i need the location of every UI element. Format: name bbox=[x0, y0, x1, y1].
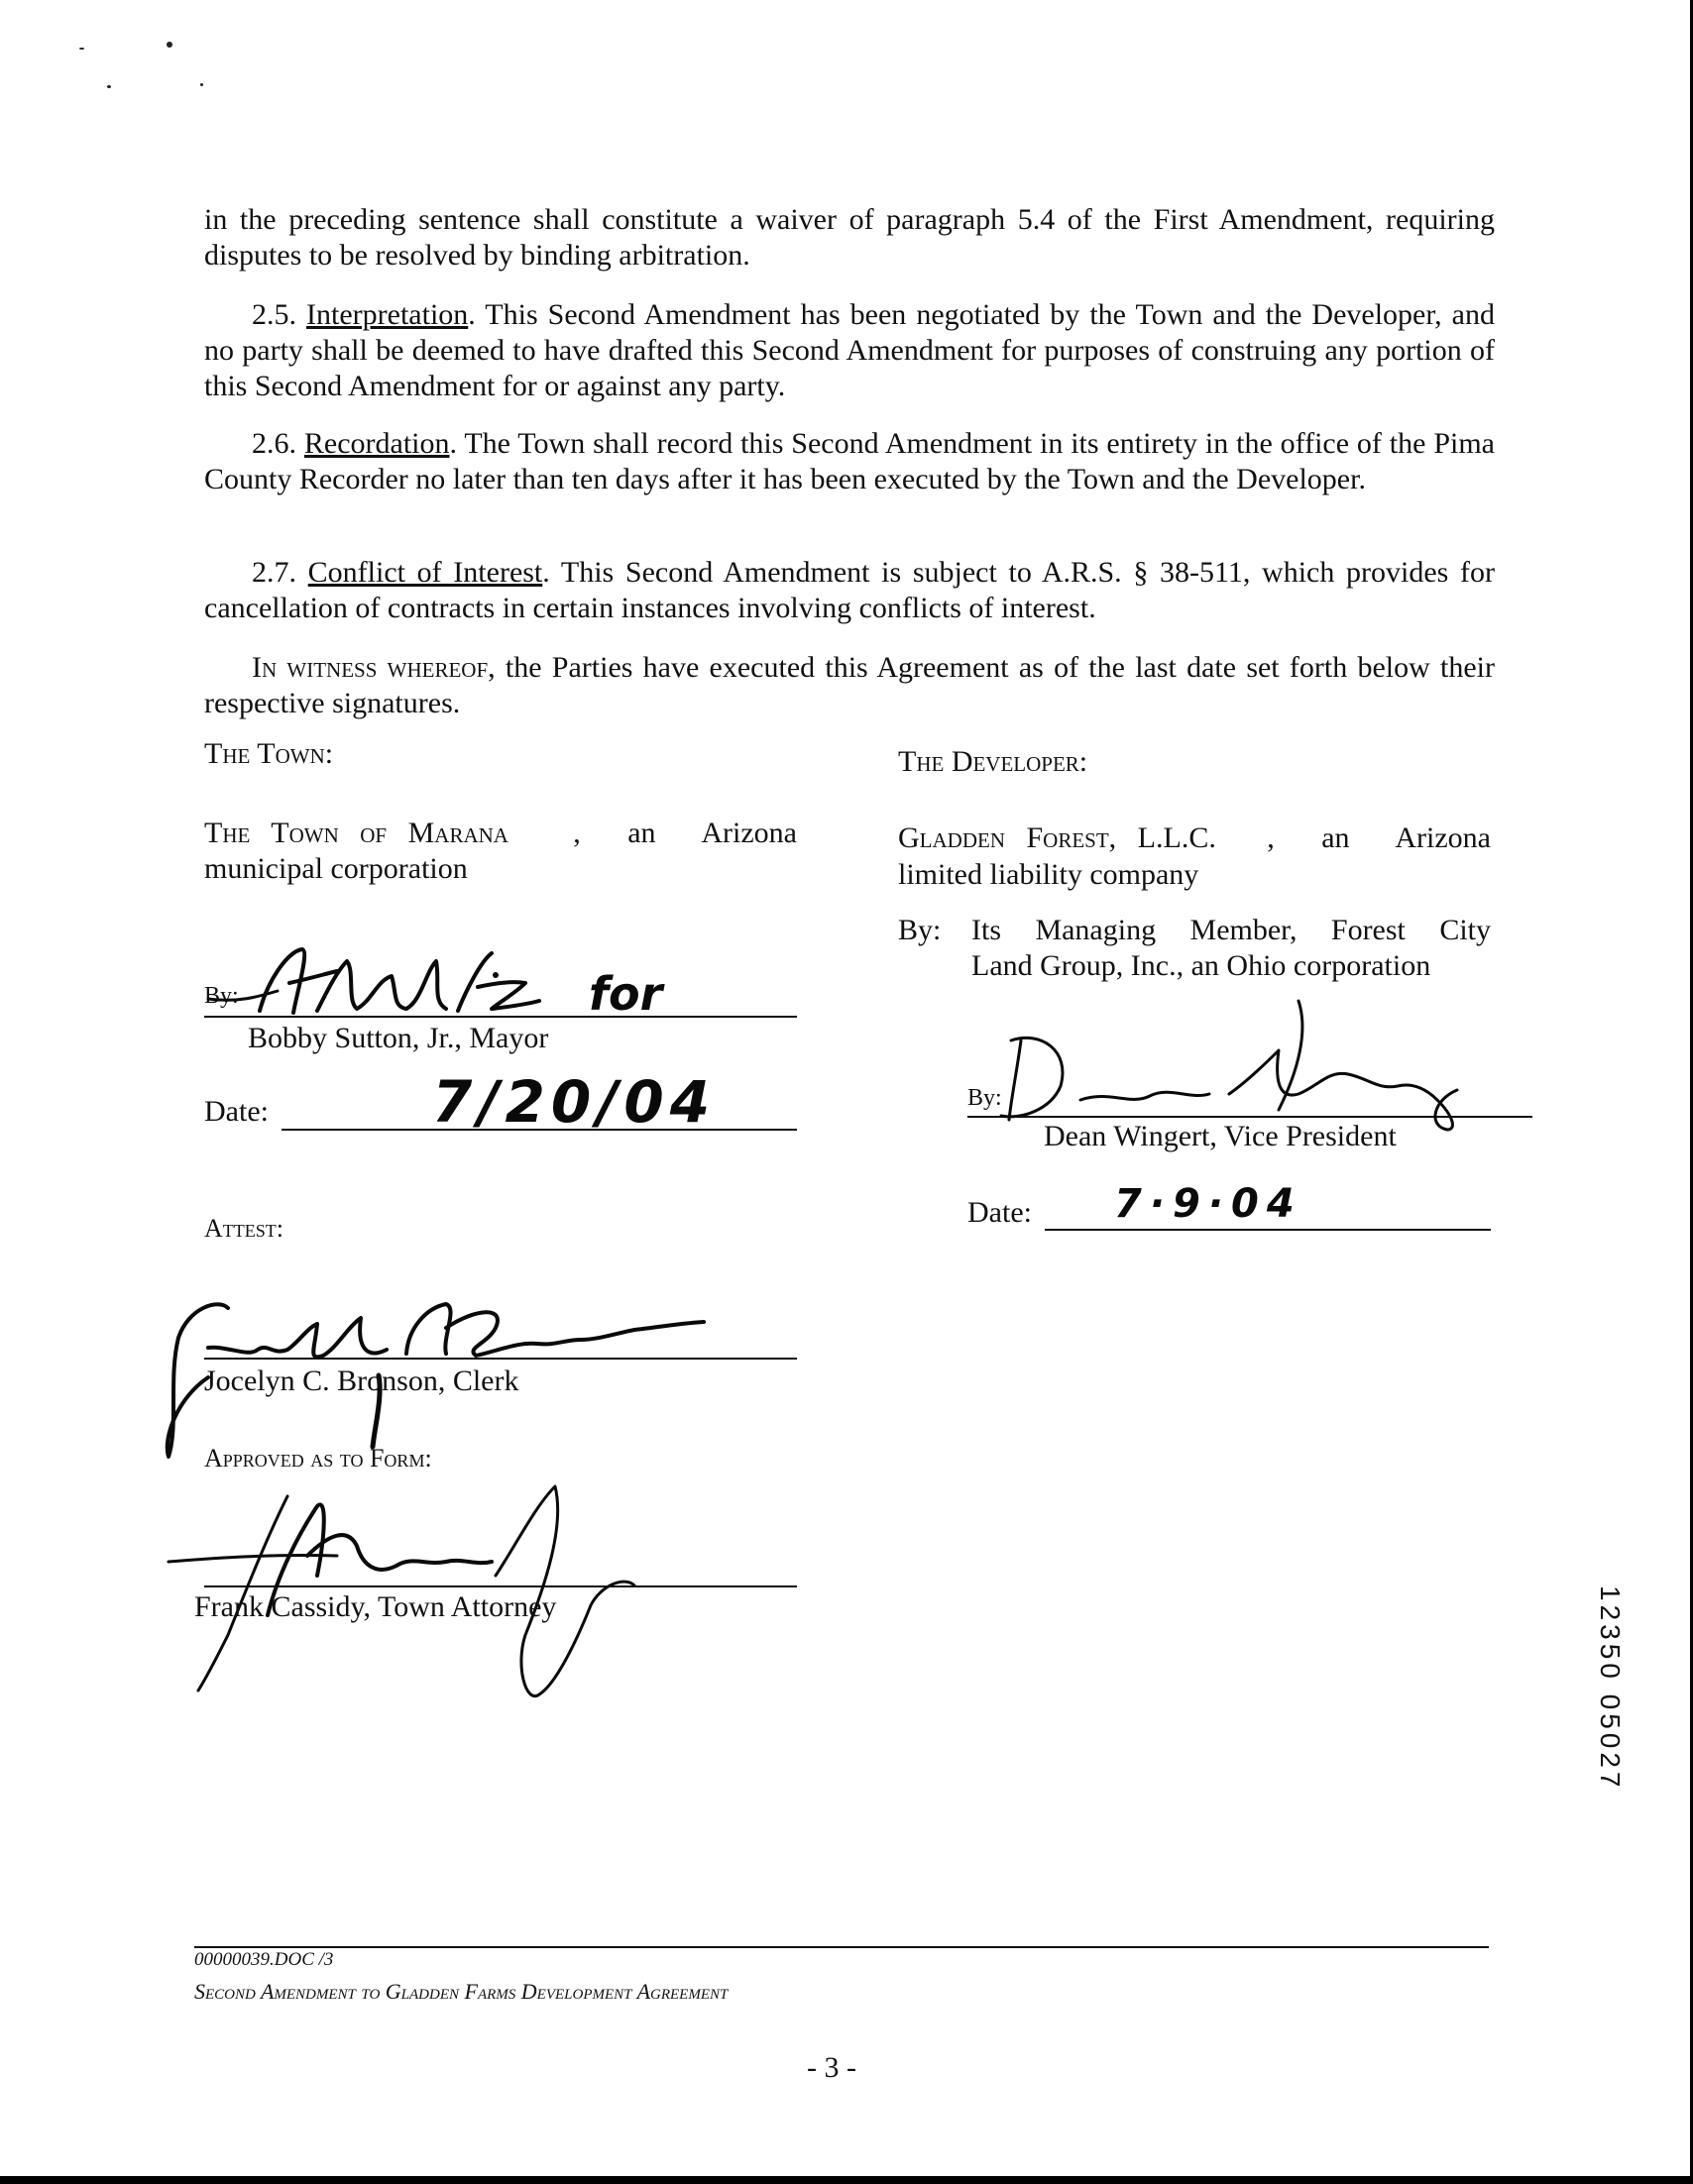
developer-by-label: By: bbox=[898, 914, 942, 946]
attest-label: Attest: bbox=[204, 1214, 283, 1243]
developer-sig-by: By: bbox=[967, 1085, 1002, 1111]
town-entity: The Town of Marana bbox=[204, 817, 508, 849]
witness-lead: In witness whereof bbox=[252, 651, 489, 684]
section-number: 2.5. bbox=[252, 298, 296, 331]
footer-rule bbox=[194, 1946, 1489, 1948]
developer-entity-line bbox=[898, 820, 1491, 856]
town-by-label: By: bbox=[204, 983, 239, 1009]
section-heading: Recordation bbox=[303, 427, 450, 460]
town-signature-for: for bbox=[589, 967, 663, 1021]
page-number: - 3 - bbox=[807, 2051, 856, 2084]
town-signer: Bobby Sutton, Jr., Mayor bbox=[248, 1022, 549, 1054]
bates-number: 12350 05027 bbox=[1595, 1585, 1626, 1792]
attorney-name: Frank Cassidy, Town Attorney bbox=[194, 1590, 557, 1623]
section-text: . This Second Amendment is subject to A.R.S. § 38-511, which provides for cancellation of contracts in certain instances involving conflicts of interest. bbox=[204, 556, 1495, 624]
section-2-7 bbox=[204, 555, 1495, 626]
town-date-label: Date: bbox=[204, 1095, 269, 1128]
developer-by-line-2: Land Group, Inc., an Ohio corporation bbox=[971, 949, 1431, 982]
witness-text: , the Parties have executed this Agreement as of the last date set forth below their respective signatures. bbox=[204, 651, 1495, 719]
developer-date-label: Date: bbox=[967, 1196, 1032, 1229]
section-text: . This Second Amendment has been negotiated by the Town and the Developer, and no party shall be deemed to have drafted this Second Amendment for purposes of construing any portion of this Second Amendment for or against any party. bbox=[204, 298, 1495, 402]
developer-entity-desc: , an Arizona bbox=[1267, 821, 1491, 854]
developer-date-line bbox=[1045, 1229, 1491, 1231]
developer-date-value: 7·9·04 bbox=[1114, 1181, 1302, 1227]
section-number: 2.6. bbox=[252, 427, 296, 460]
town-signature bbox=[198, 931, 615, 1031]
developer-signature bbox=[981, 991, 1497, 1140]
footer-doc-id: 00000039.DOC /3 bbox=[194, 1949, 334, 1970]
section-number: 2.7. bbox=[252, 556, 296, 589]
section-text: . The Town shall record this Second Amendment in its entirety in the office of the Pima County Recorder no later than ten days after it has been executed by the Town and the Developer. bbox=[204, 427, 1495, 495]
footer-title: Second Amendment to Gladden Farms Development Agreement bbox=[194, 1979, 729, 2004]
town-entity-desc-2: municipal corporation bbox=[204, 852, 468, 885]
scan-speck bbox=[107, 85, 111, 88]
section-heading: Interpretation bbox=[306, 298, 469, 331]
developer-by-line-1: Its Managing Member, Forest City bbox=[971, 914, 1491, 946]
developer-entity: Gladden Forest, L.L.C. bbox=[898, 821, 1216, 854]
scan-speck bbox=[200, 83, 203, 86]
scan-speck bbox=[79, 48, 84, 50]
developer-label: The Developer: bbox=[898, 745, 1088, 778]
section-2-5 bbox=[204, 297, 1495, 404]
town-label: The Town: bbox=[204, 737, 334, 770]
scan-speck bbox=[167, 42, 172, 48]
continuation-paragraph: in the preceding sentence shall constitute a waiver of paragraph 5.4 of the First Amendment, requiring disputes to be resolved by binding arbitration. bbox=[204, 203, 1495, 272]
clerk-name: Jocelyn C. Bronson, Clerk bbox=[204, 1365, 519, 1397]
attorney-signature bbox=[159, 1467, 674, 1704]
town-entity-desc: , an Arizona bbox=[573, 817, 797, 849]
witness-paragraph bbox=[204, 650, 1495, 721]
developer-signer: Dean Wingert, Vice President bbox=[1044, 1120, 1397, 1152]
town-entity-line bbox=[204, 816, 797, 851]
section-heading: Conflict of Interest bbox=[307, 556, 543, 589]
section-2-6 bbox=[204, 426, 1495, 497]
approved-label: Approved as to Form: bbox=[204, 1444, 432, 1473]
town-date-value: 7/20/04 bbox=[432, 1068, 717, 1136]
developer-entity-desc-2: limited liability company bbox=[898, 858, 1199, 891]
